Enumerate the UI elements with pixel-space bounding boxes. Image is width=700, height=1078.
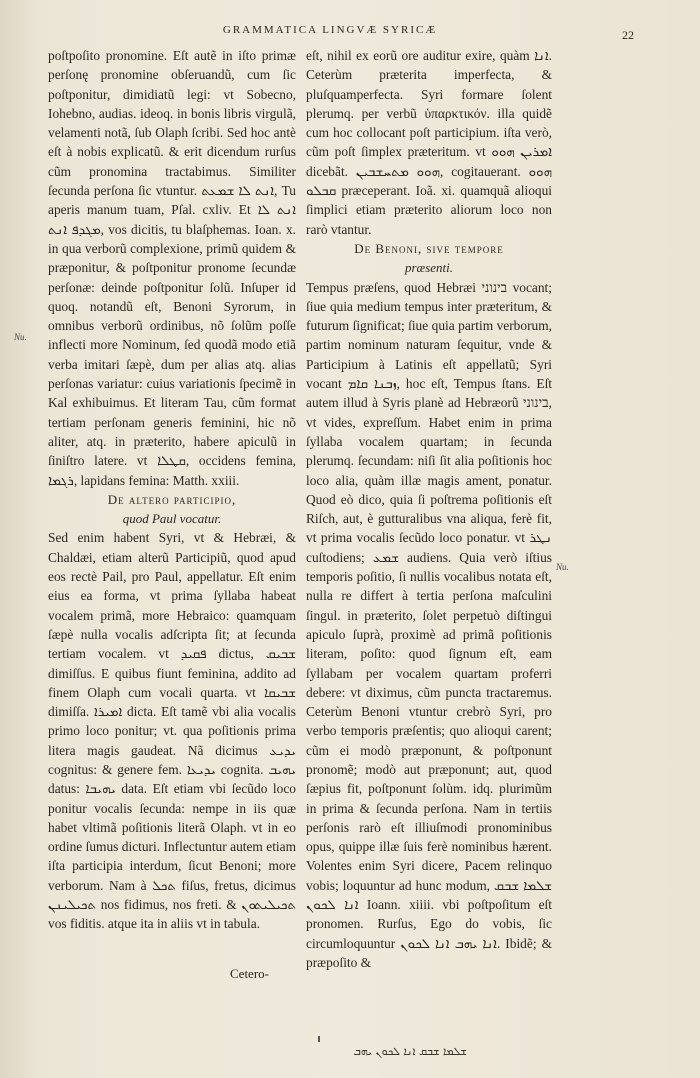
folio-number: 22: [622, 28, 634, 42]
left-column: [48, 46, 296, 934]
right-paragraph-2: Tempus præſens, quod Hebræi בינוני vocant; ſiue quia medium tempus inter præteritum, & futurum ſignificat; ſiue quia partim verborum, partim nominum naturam ſequitur, vnde & Participium à Latinis eſt appellatũ; Syri vocant ܙܒܢܐ ܩܐܡ, hoc eſt, Tempus ſtans. Eſt autem illud à Syris planè ad Hebræorũ בינוני, vt vides, expreſſum. Habet enim in prima ſyllaba vocalem quartam; in ſecunda plerumq. ſecundam: niſi ſit alia poſitionis hoc loco alia, quàm illæ magis ament, ponatur. Quod eò dico, quia ſi poſtrema poſitionis eſt Riſch, aut, è gutturalibus vna aliqua, ferè fit, vt prima vocalis ſecũdo loco ponatur. vt ܢܛܪ cuſtodiens; ܫܡܥ audiens. Quia verò iſtius temporis poſitio, ſi nullis vocalibus notata eſt, nulla re differt à tertia perſona maſculini ſingul. in præterito, ſolet perpetuò diſtingui apiculo ſuprà, proximè ad primã poſitionis literam, poſito: quod ſignum eſt, eam ſyllabam per vocalem quartam proferri debere: vt diximus, cũm puncta tractaremus. Ceterùm Benoni vtuntur crebrò Syri, pro verbo temporis præſentis; quo alioqui carent; cũm ei modò præponunt, & poſtponunt pronomẽ; modò aut præponunt; aut, quod ſæpius fit, poſtponunt ſolùm. idq. plurimũm in prima & ſecunda perſona. Nam in tertiis perſonis rarò eſt illiuſmodi pronominibus opus, quippe illæ ſuis ferè nominibus hærent. Volentes enim Syri dicere, Pacem relinquo vobis; loquuntur ad hunc modum, ܫܠܡܐ ܫܒܩ ܐܢܐ ܠܟܘܢ Ioann. xiiii. vbi poſtpoſitum eſt pronomen. Rurſus, Ego do vobis, ſic circumloquuntur ܐܢܐ ܝܗܒ ܐܢܐ ܠܟܘܢ. Ibidẽ; & præpoſito &: [306, 279, 553, 970]
left-paragraph-1: poſtpoſito pronomine. Eſt autẽ in iſto primæ perſonę pronomine obſeruandũ, cum ſic poſtponitur, dimidiatũ legi: vt Sobecno, Iohebno, audias. ideoq. in bonis libris virgulã, velamenti notã, ſub Olaph ſcribi. Sed hoc antè eſt à nobis explicatũ. & erit dicendum rurſus cũm pronomina tractabimus. Similiter ſecunda perſona ſic vtuntur. ܐܢܬ ܠܐ ܫܡܥܬ, Tu aperis manum tuam, Pſal. cxliv. Et ܐܢܬ ܠܐ ܡܓܕܦ ܐܢܬ, vos dicitis, tu blaſphemas. Ioan. x. in qua verborũ complexione, primũ quidem & præponitur, & poſtponitur pronome ſecundæ perſonæ: deinde poſtponitur ſolũ. Inſuper id quoq. notandũ eſt, Benoni Syrorum, in omnibus verborũ ordinibus, nõ ſolũm poſſe inflecti more Nominum, ſed quodã modo etiã verba imitari ſæpè, dum per alias atq. alias perſonas variatur: cuius variationis ſpecimẽ in Kal exhibuimus. Et literam Tau, cũm format tertiam perſonam generis feminini, hic nõ aliter, atq. in præterito, habere apiculũ in ſiniſtro latere. vt ܩܛܠܐ, occidens femina, ܪܓܡܐ, lapidans femina: Matth. xxiii.: [48, 48, 296, 488]
section-subheading-benoni: præsenti.: [404, 260, 454, 276]
section-heading-participle: De altero participio,: [107, 491, 237, 507]
margin-note-right: Nu.: [556, 562, 569, 572]
margin-note-left: Nu.: [14, 332, 27, 342]
section-heading-benoni: De Benoni, sive tempore: [354, 240, 504, 256]
right-column: [306, 46, 552, 972]
right-paragraph-1: eſt, nihil ex eorũ ore auditur exire, quàm ܐܢܐ. Ceterùm præterita imperfecta, & pluſquamperfecta. Syri formare ſolent plerumq. per verbũ ὑπαρκτικόν. illa quidẽ cum hoc collocant poſt participium. iſta verò, cũm poſt ſimplex præteritum. vt ܐܡܪܝܢ ܗܘܘ dicebãt. ܗܘܘ ܡܬܚܫܒܝܢ, cogitauerant. ܗܘܘ ܩܒܠܘ præceperant. Ioã. xi. quamquã alioqui ſimplici etiam præterito aliorum loco non rarò vtantur.: [306, 48, 552, 237]
catchword: Cetero-: [230, 966, 269, 981]
print-mark: [318, 1036, 320, 1042]
section-subheading-participle: quod Paul vocatur.: [122, 511, 222, 527]
bottom-syriac-line: ܫܠܡܐ ܫܒܩ ܐܢܐ ܠܟܘܢ ܝܗܒ: [353, 1045, 467, 1058]
left-paragraph-2: Sed enim habent Syri, vt & Hebræi, & Chaldæi, etiam alterũ Participiũ, quod apud eos rectè Pail, pro Paul, appellatur. Eſt enim eius ea forma, vt prima ſyllaba habeat vocalem primã, more Hebraico: quamquam ſæpè nulla vocalis adſcripta ſit; at ſecunda tertiam vocalem. vt ܦܩܝܕ dictus, ܫܒܝܩ dimiſſus. E quibus fiunt feminina, addito ad finem Olaph cum vocali quarta. vt ܫܒܝܩܐ dimiſſa. ܐܡܝܪܐ dicta. Eſt tamẽ vbi alia vocalis primo loco ponitur; vt. qua poſitionis prima litera magis gaudeat. Nã dicimus ܝܕܝܥ cognitus: & genere fem. ܝܕܝܥܐ cognita. ܝܗܝܒ datus: ܝܗܝܒܐ data. Eſt etiam vbi ſecũdo loco ponitur vocalis ſecunda: nempe in iis quæ habet vltimã poſitionis literã Olaph. vt in eo ordine ſumus dicturi. Inflectuntur autem etiam iſta participia interdum, ſicut Benoni; more verborum. Nam à ܬܟܠ fiſus, fretus, dicimus ܬܟܝܠܝܢܢ nos fidimus, nos freti. & ܬܟܝܠܝܬܘܢ vos fiditis. atque ita in aliis vt in tabula.: [48, 530, 297, 932]
running-head: GRAMMATICA LINGVÆ SYRICÆ: [222, 24, 438, 36]
